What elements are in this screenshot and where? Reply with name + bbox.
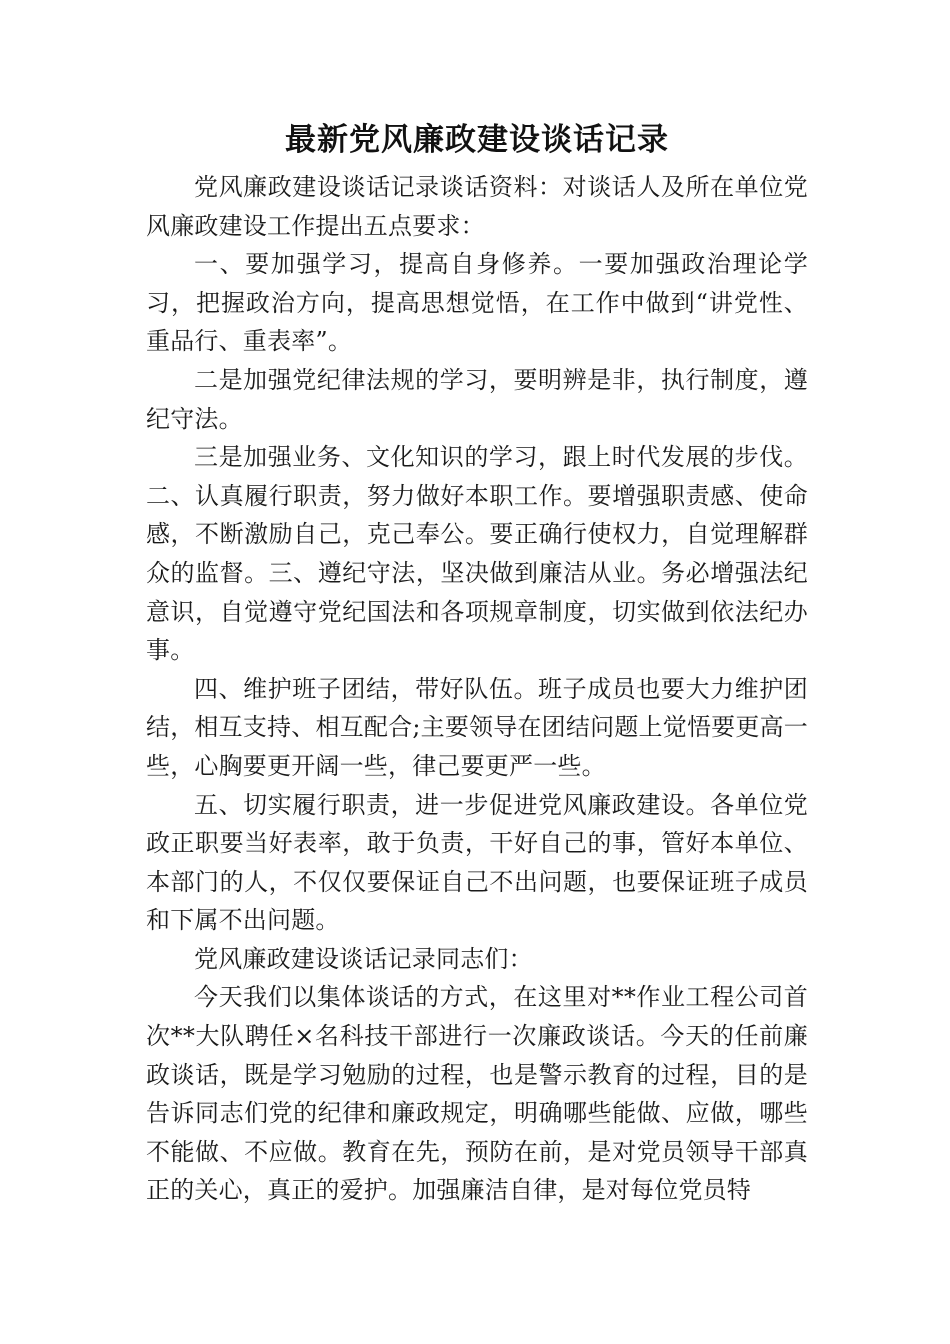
paragraph-greeting: 党风廉政建设谈话记录同志们：	[194, 944, 533, 973]
document-page	[146, 118, 808, 1210]
paragraph-duties: 三是加强业务、文化知识的学习，跟上时代发展的步伐。二、认真履行职责，努力做好本职工作。要增强职责感、使命感，不断激励自己，克己奉公。要正确行使权力，自觉理解群众的监督。三、遵纪守法，坚决做到廉洁从业。务必增强法纪意识，自觉遵守党纪国法和各项规章制度，切实做到依法纪办事。	[146, 443, 808, 665]
paragraph-study: 一、要加强学习，提高自身修养。一要加强政治理论学习，把握政治方向，提高思想觉悟，在工作中做到“讲党性、重品行、重表率”。	[146, 250, 808, 356]
paragraph-speech: 今天我们以集体谈话的方式，在这里对**作业工程公司首次**大队聘任×名科技干部进行一次廉政谈话。今天的任前廉政谈话，既是学习勉励的过程，也是警示教育的过程，目的是告诉同志们党的纪律和廉政规定，明确哪些能做、应做，哪些不能做、不应做。教育在先，预防在前，是对党员领导干部真正的关心，真正的爱护。加强廉洁自律，是对每位党员特	[146, 983, 808, 1205]
paragraph-unity: 四、维护班子团结，带好队伍。班子成员也要大力维护团结，相互支持、相互配合;主要领导在团结问题上觉悟要更高一些，心胸要更开阔一些，律己要更严一些。	[146, 674, 808, 780]
paragraph-intro: 党风廉政建设谈话记录谈话资料：对谈话人及所在单位党风廉政建设工作提出五点要求：	[146, 173, 808, 240]
document-title: 最新党风廉政建设谈话记录	[285, 122, 669, 158]
paragraph-discipline: 二是加强党纪律法规的学习，要明辨是非，执行制度，遵纪守法。	[146, 365, 808, 433]
paragraph-responsibility: 五、切实履行职责，进一步促进党风廉政建设。各单位党政正职要当好表率，敢于负责，干好自己的事，管好本单位、本部门的人，不仅仅要保证自己不出问题，也要保证班子成员和下属不出问题。	[146, 790, 808, 935]
